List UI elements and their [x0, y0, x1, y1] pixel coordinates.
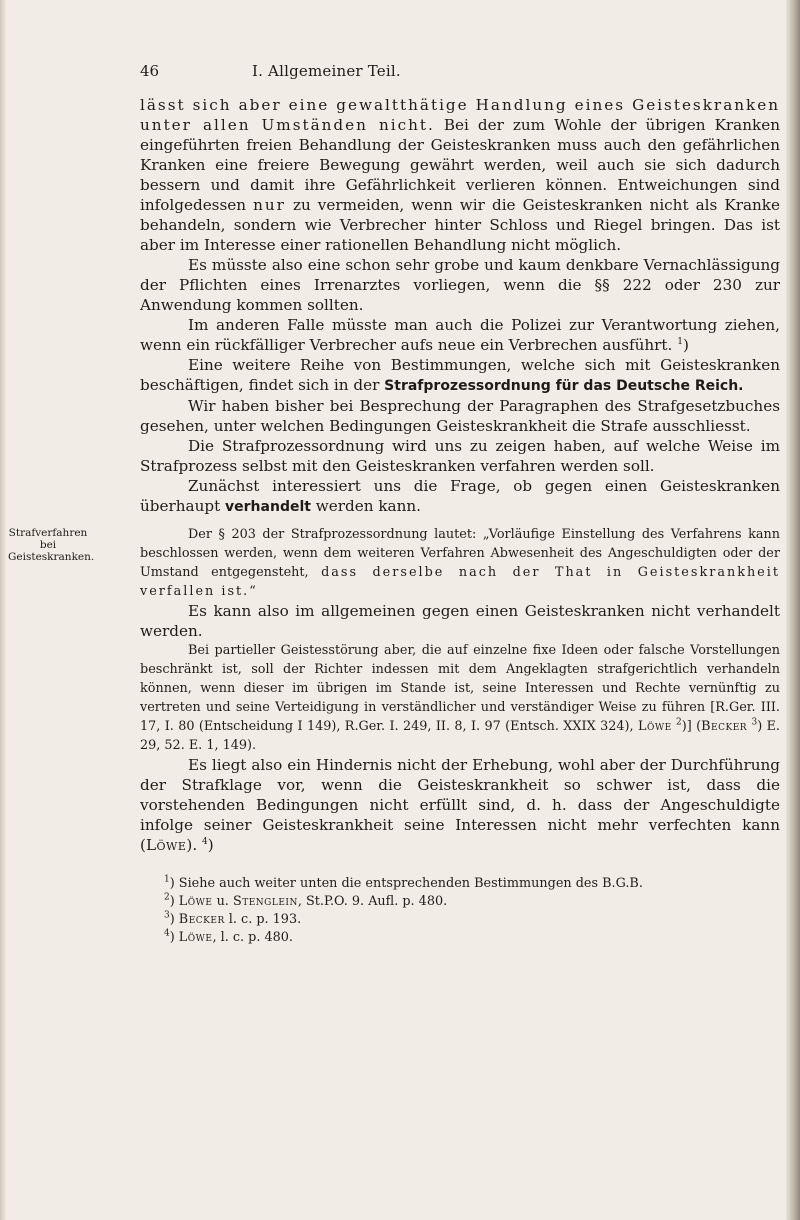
quote-text: Der § 203 der Strafprozessordnung lautet: „Vorläufige Einstellung des Verfahrens kann beschlossen werden, wenn dem weiteren Verfahren Abwesenheit des Angeschuldigten oder der Umstand entgegensteht, — [140, 527, 780, 580]
small-paragraph — [140, 641, 780, 755]
footnote-mark: 4 — [164, 928, 170, 939]
footnote-mark: 3 — [164, 910, 170, 921]
paragraph-text: zu vermeiden, wenn wir die Geisteskranken nicht als Kranke behandeln, sondern wie Verbrecher hinter Schloss und Riegel bringen. Das ist aber im Interesse einer rationellen Behandlung nicht möglich. — [140, 196, 780, 254]
paragraph-2: Es müsste also eine schon sehr grobe und kaum denkbare Vernachlässigung der Pflichten eines Irrenarztes vorliegen, wenn die §§ 222 oder 230 zur Anwendung kommen sollten. — [140, 256, 780, 314]
footnote-separator — [140, 855, 780, 875]
running-head — [140, 62, 780, 86]
paragraph-text: ). — [186, 836, 198, 854]
footnote-text: , St.P.O. 9. Aufl. p. 480. — [297, 894, 448, 909]
spaced-quote-text: dass derselbe nach der That in Geisteskrankheit verfallen ist. — [140, 565, 780, 599]
paragraph-7 — [140, 476, 780, 517]
spaced-text: lässt sich aber eine gewaltthätige Handlung eines Geisteskranken unter allen Umständen nicht. — [140, 96, 780, 134]
footnote-4: $^4$) Löwe, l. c. p. 480. — [164, 928, 293, 945]
paragraph-text: Es liegt also ein Hindernis nicht der Erhebung, wohl aber der Durchführung der Strafklage vor, wenn die Geisteskrankheit so schwer ist, dass die vorstehenden Bedingungen nicht erfüllt sind, d. h. dass der Angeschuldigte infolge seiner Geisteskrankheit seine Interessen nicht mehr verfechten kann ( — [140, 756, 780, 854]
quote-close: “ — [249, 584, 256, 599]
paragraph-text: Im anderen Falle müsste man auch die Polizei zur Verantwortung ziehen, wenn ein rückfälliger Verbrecher aufs neue ein Verbrechen ausführt. — [140, 316, 780, 354]
footnote-ref-4: 4 — [201, 836, 208, 847]
bold-heading-strafprozessordnung: Strafprozessordnung für das Deutsche Reich. — [384, 378, 744, 394]
margin-note: Strafverfahren bei Geisteskranken. — [8, 527, 95, 563]
footnote-2: $^2$) Löwe u. Stenglein, St.P.O. 9. Aufl. p. 480. — [164, 892, 448, 909]
footnote-ref-1: 1 — [677, 336, 683, 347]
footnote-author: Löwe — [178, 930, 213, 945]
footnote-text: u. — [212, 894, 233, 909]
footnote-author: Becker — [178, 912, 225, 927]
book-page — [8, 0, 780, 1220]
paragraph-text: Zunächst interessiert uns die Frage, ob gegen einen Geisteskranken überhaupt — [140, 477, 780, 515]
small-text: ) E. 29, 52. E. 1, 149). — [140, 719, 780, 753]
page-number: 46 — [140, 62, 160, 80]
paragraph-5: Wir haben bisher bei Besprechung der Paragraphen des Strafgesetzbuches gesehen, unter welchen Bedingungen Geisteskrankheit die Strafe ausschliesst. — [140, 397, 780, 435]
footnote-ref-3: 3 — [751, 717, 758, 728]
main-text — [8, 95, 780, 947]
footnotes — [140, 875, 780, 947]
statute-quote-block — [8, 525, 780, 601]
footnote-text: Siehe auch weiter unten die entsprechenden Bestimmungen des B.G.B. — [178, 876, 643, 891]
page-edge-right — [786, 0, 800, 1220]
footnote-mark: 2 — [164, 892, 170, 903]
spaced-text-nur: nur — [253, 196, 286, 214]
footnote-author: Löwe — [178, 894, 213, 909]
author-becker: Becker — [701, 719, 748, 734]
paragraph-9: Es liegt also ein Hindernis nicht der Erhebung, wohl aber der Durchführung der Strafklage vor, wenn die Geisteskrankheit so schwer ist, dass die vorstehenden Bedingungen nicht erfüllt sind, d. h. dass der Angeschuldigte infolge seiner Geisteskrankheit seine Interessen nicht mehr verfechten kann (Löwe). $^4$) — [140, 756, 780, 854]
paragraph-6: Die Strafprozessordnung wird uns zu zeigen haben, auf welche Weise im Strafprozess selbst mit den Geisteskranken verfahren werden soll. — [140, 437, 780, 475]
small-text: Bei partieller Geistesstörung aber, die auf einzelne fixe Ideen oder falsche Vorstellungen beschränkt ist, soll der Richter indessen mit dem Angeklagten strafgerichtlich verhandeln können, wenn dieser im übrigen im Stande ist, seine Interessen und Rechte vernünftig zu vertreten und seine Verteidigung in verständlicher und verständiger Weise zu führen [R.Ger. III. 17, I. 80 (Entscheidung I 149), R.Ger. I. 249, II. 8, I. 97 (Entsch. XXIX 324), — [140, 643, 780, 734]
footnote-3: $^3$) Becker l. c. p. 193. — [164, 910, 302, 927]
paragraph-4 — [140, 355, 780, 396]
page-edge-left — [0, 0, 6, 1220]
paragraph-text: werden kann. — [310, 497, 421, 515]
small-text: )] ( — [681, 719, 702, 734]
footnote-author: Stenglein — [232, 894, 298, 909]
author-lowe: Löwe — [145, 836, 187, 854]
author-lowe: Löwe — [637, 719, 672, 734]
paragraph-text: Eine weitere Reihe von Bestimmungen, welche sich mit Geisteskranken beschäftigen, findet sich in der — [140, 356, 780, 394]
paragraph-text: Bei der zum Wohle der übrigen Kranken eingeführten freien Behandlung der Geisteskranken muss auch den gefährlichen Kranken eine freiere Bewegung gewährt werden, weil auch sie sich dadurch bessern und damit ihre Gefährlichkeit verlieren können. Entweichungen sind infolgedessen — [140, 116, 780, 214]
paragraph-1 — [140, 95, 780, 255]
footnote-text: l. c. p. 193. — [224, 912, 302, 927]
footnote-ref-2: 2 — [676, 717, 682, 728]
paragraph-8: Es kann also im allgemeinen gegen einen Geisteskranken nicht verhandelt werden. — [140, 602, 780, 640]
statute-quote — [140, 525, 780, 601]
footnote-text: , l. c. p. 480. — [212, 930, 293, 945]
paragraph-3: Im anderen Falle müsste man auch die Polizei zur Verantwortung ziehen, wenn ein rückfälliger Verbrecher aufs neue ein Verbrechen ausführt. $^1$) — [140, 316, 780, 354]
bold-verhandelt: verhandelt — [225, 499, 311, 515]
footnote-mark: 1 — [164, 874, 170, 885]
running-title: I. Allgemeiner Teil. — [252, 62, 401, 80]
footnote-1: $^1$) Siehe auch weiter unten die entsprechenden Bestimmungen des B.G.B. — [164, 874, 643, 891]
